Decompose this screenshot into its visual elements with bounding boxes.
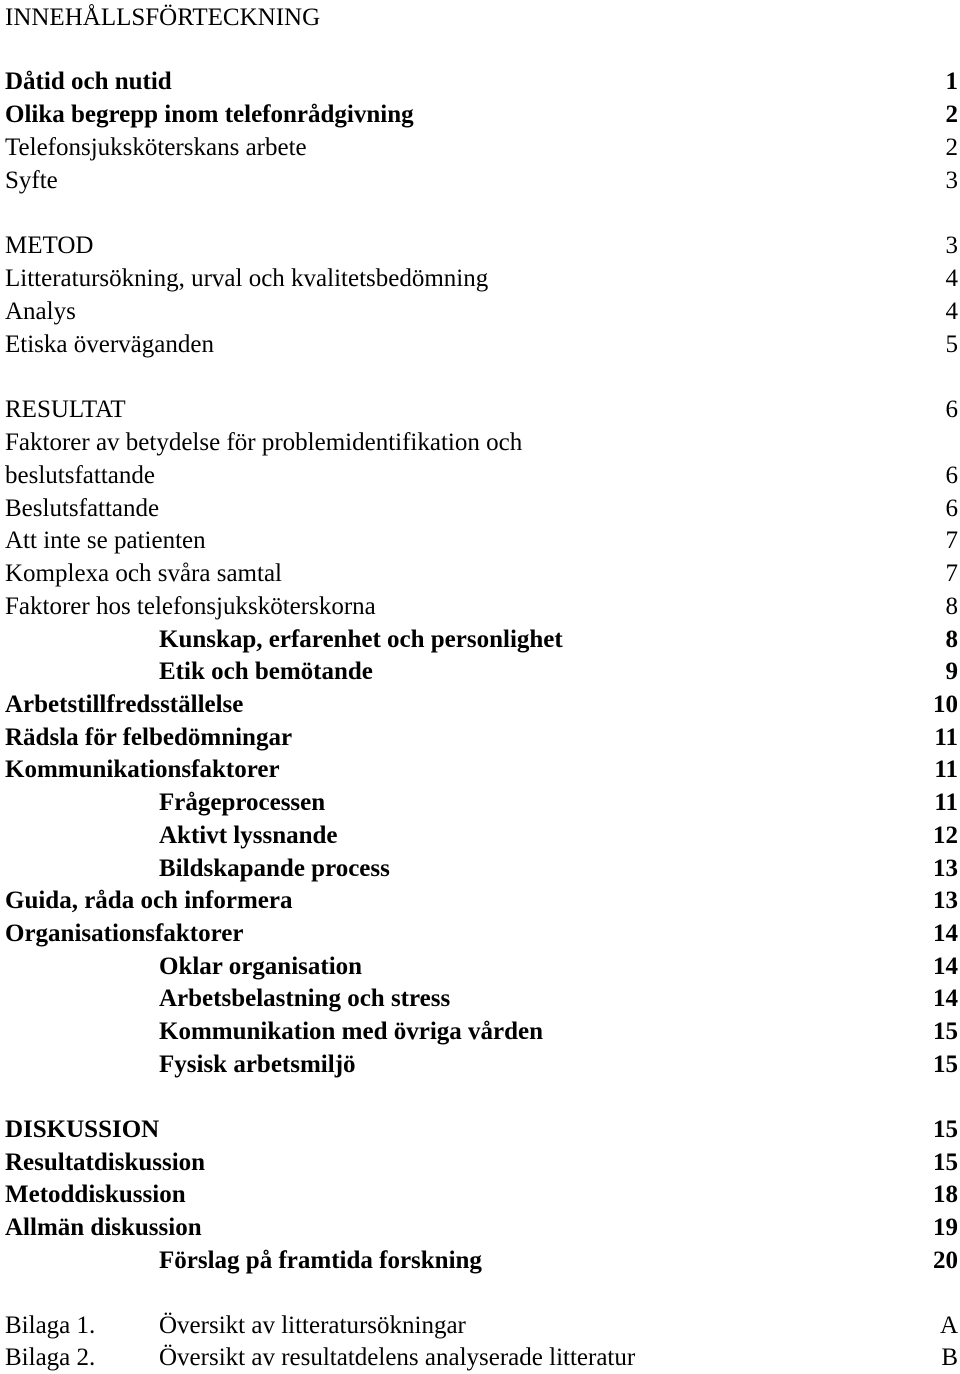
toc-entry — [0, 229, 960, 262]
toc-entry — [0, 459, 960, 492]
toc-entry-title: Etik och bemötande — [159, 658, 373, 685]
toc-entry-page: 19 — [933, 1214, 958, 1241]
toc-entry-title: Frågeprocessen — [159, 789, 326, 816]
toc-entry-page: 1 — [945, 68, 958, 95]
toc-entry — [0, 98, 960, 131]
toc-entry — [0, 884, 960, 917]
toc-entry — [0, 688, 960, 721]
toc-entry-title: Rädsla för felbedömningar — [5, 724, 293, 751]
toc-entry-title: Faktorer hos telefonsjuksköterskorna — [5, 593, 376, 620]
toc-entry-title: Förslag på framtida forskning — [159, 1247, 482, 1274]
appendix-title: Översikt av litteratursökningar — [159, 1312, 466, 1339]
toc-entry-page: 12 — [933, 822, 958, 849]
toc-entry-page: 15 — [933, 1116, 958, 1143]
appendix-title: Översikt av resultatdelens analyserade litteratur — [159, 1344, 636, 1371]
toc-entry-page: 3 — [945, 232, 958, 259]
toc-entry — [0, 393, 960, 426]
toc-entry-title: Telefonsjuksköterskans arbete — [5, 134, 307, 161]
toc-entry-title: Aktivt lyssnande — [159, 822, 338, 849]
toc-subentry — [0, 1244, 960, 1277]
toc-entry-title: Syfte — [5, 167, 58, 194]
toc-entry-page: 5 — [945, 331, 958, 358]
toc-entry — [0, 1113, 960, 1146]
toc-entry — [0, 131, 960, 164]
toc-entry — [0, 1178, 960, 1211]
toc-entry-title: METOD — [5, 232, 94, 259]
toc-entry-title: Kunskap, erfarenhet och personlighet — [159, 626, 563, 653]
toc-subentry — [0, 1015, 960, 1048]
toc-entry-page: 6 — [945, 462, 958, 489]
appendix-entry — [0, 1341, 960, 1374]
toc-entry-page: 7 — [945, 560, 958, 587]
toc-entry-title: Organisationsfaktorer — [5, 920, 244, 947]
toc-entry-page: 11 — [934, 789, 958, 816]
toc-entry-title: Dåtid och nutid — [5, 68, 172, 95]
toc-entry-title: Metoddiskussion — [5, 1181, 186, 1208]
toc-entry — [0, 492, 960, 525]
appendix-page: B — [941, 1344, 958, 1371]
toc-entry — [0, 524, 960, 557]
appendix-label: Bilaga 2. — [5, 1344, 96, 1371]
toc-entry — [0, 557, 960, 590]
toc-entry-title: Oklar organisation — [159, 953, 363, 980]
toc-entry — [0, 753, 960, 786]
toc-entry-page: 15 — [933, 1018, 958, 1045]
toc-entry — [0, 1146, 960, 1179]
toc-subentry — [0, 982, 960, 1015]
toc-entry-page: 6 — [945, 396, 958, 423]
toc-entry-page: 18 — [933, 1181, 958, 1208]
toc-entry-page: 7 — [945, 527, 958, 554]
toc-subentry — [0, 786, 960, 819]
toc-entry-page: 10 — [933, 691, 958, 718]
toc-subentry — [0, 950, 960, 983]
toc-entry — [0, 426, 960, 459]
toc-entry-title: DISKUSSION — [5, 1116, 160, 1143]
toc-entry-page: 9 — [945, 658, 958, 685]
appendix-entry — [0, 1309, 960, 1342]
toc-entry-page: 11 — [934, 756, 958, 783]
toc-entry-page: 2 — [945, 134, 958, 161]
toc-entry-title: Fysisk arbetsmiljö — [159, 1051, 356, 1078]
toc-entry-title: Arbetsbelastning och stress — [159, 985, 451, 1012]
toc-entry — [0, 917, 960, 950]
toc-entry-title: Litteratursökning, urval och kvalitetsbedömning — [5, 265, 489, 292]
toc-entry-title: Olika begrepp inom telefonrådgivning — [5, 101, 414, 128]
toc-entry-page: 8 — [945, 593, 958, 620]
toc-entry-title: Att inte se patienten — [5, 527, 206, 554]
toc-entry-page: 14 — [933, 953, 958, 980]
toc-entry — [0, 721, 960, 754]
toc-entry-page: 4 — [945, 265, 958, 292]
toc-entry-page: 13 — [933, 855, 958, 882]
toc-entry-title: Etiska överväganden — [5, 331, 214, 358]
toc-entry — [0, 164, 960, 197]
toc-entry — [0, 65, 960, 98]
toc-entry-page: 14 — [933, 985, 958, 1012]
toc-entry — [0, 1211, 960, 1244]
toc-entry-page: 8 — [945, 626, 958, 653]
toc-subentry — [0, 655, 960, 688]
appendix-page: A — [939, 1312, 958, 1339]
toc-entry-title: RESULTAT — [5, 396, 126, 423]
toc-entry-title: Kommunikation med övriga vården — [159, 1018, 544, 1045]
toc-entry-page: 14 — [933, 920, 958, 947]
toc-entry-page: 15 — [933, 1051, 958, 1078]
toc-entry-page: 2 — [945, 101, 958, 128]
toc-entry-page: 15 — [933, 1149, 958, 1176]
toc-entry-title: Komplexa och svåra samtal — [5, 560, 282, 587]
toc-entry — [0, 295, 960, 328]
toc-subentry — [0, 1048, 960, 1081]
toc-entry-page: 11 — [934, 724, 958, 751]
toc-entry — [0, 590, 960, 623]
toc-entry-title: Faktorer av betydelse för problemidentifikation och — [5, 429, 523, 456]
toc-entry-page: 13 — [933, 887, 958, 914]
toc-entry-title: beslutsfattande — [5, 462, 155, 489]
appendix-label: Bilaga 1. — [5, 1312, 96, 1339]
toc-subentry — [0, 623, 960, 656]
toc-subentry — [0, 852, 960, 885]
toc-subentry — [0, 819, 960, 852]
toc-entry — [0, 262, 960, 295]
toc-entry-page: 3 — [945, 167, 958, 194]
toc-entry-title: Kommunikationsfaktorer — [5, 756, 280, 783]
toc-entry-page: 20 — [933, 1247, 958, 1274]
toc-entry-title: Bildskapande process — [159, 855, 390, 882]
toc-heading: INNEHÅLLSFÖRTECKNING — [5, 4, 321, 31]
toc-entry-title: Guida, råda och informera — [5, 887, 293, 914]
toc-entry-title: Beslutsfattande — [5, 495, 160, 522]
toc-entry-page: 4 — [945, 298, 958, 325]
toc-entry-title: Arbetstillfredsställelse — [5, 691, 244, 718]
toc-entry-title: Allmän diskussion — [5, 1214, 202, 1241]
toc-entry — [0, 328, 960, 361]
toc-entry-title: Analys — [5, 298, 76, 325]
toc-entry-title: Resultatdiskussion — [5, 1149, 206, 1176]
toc-entry-page: 6 — [945, 495, 958, 522]
